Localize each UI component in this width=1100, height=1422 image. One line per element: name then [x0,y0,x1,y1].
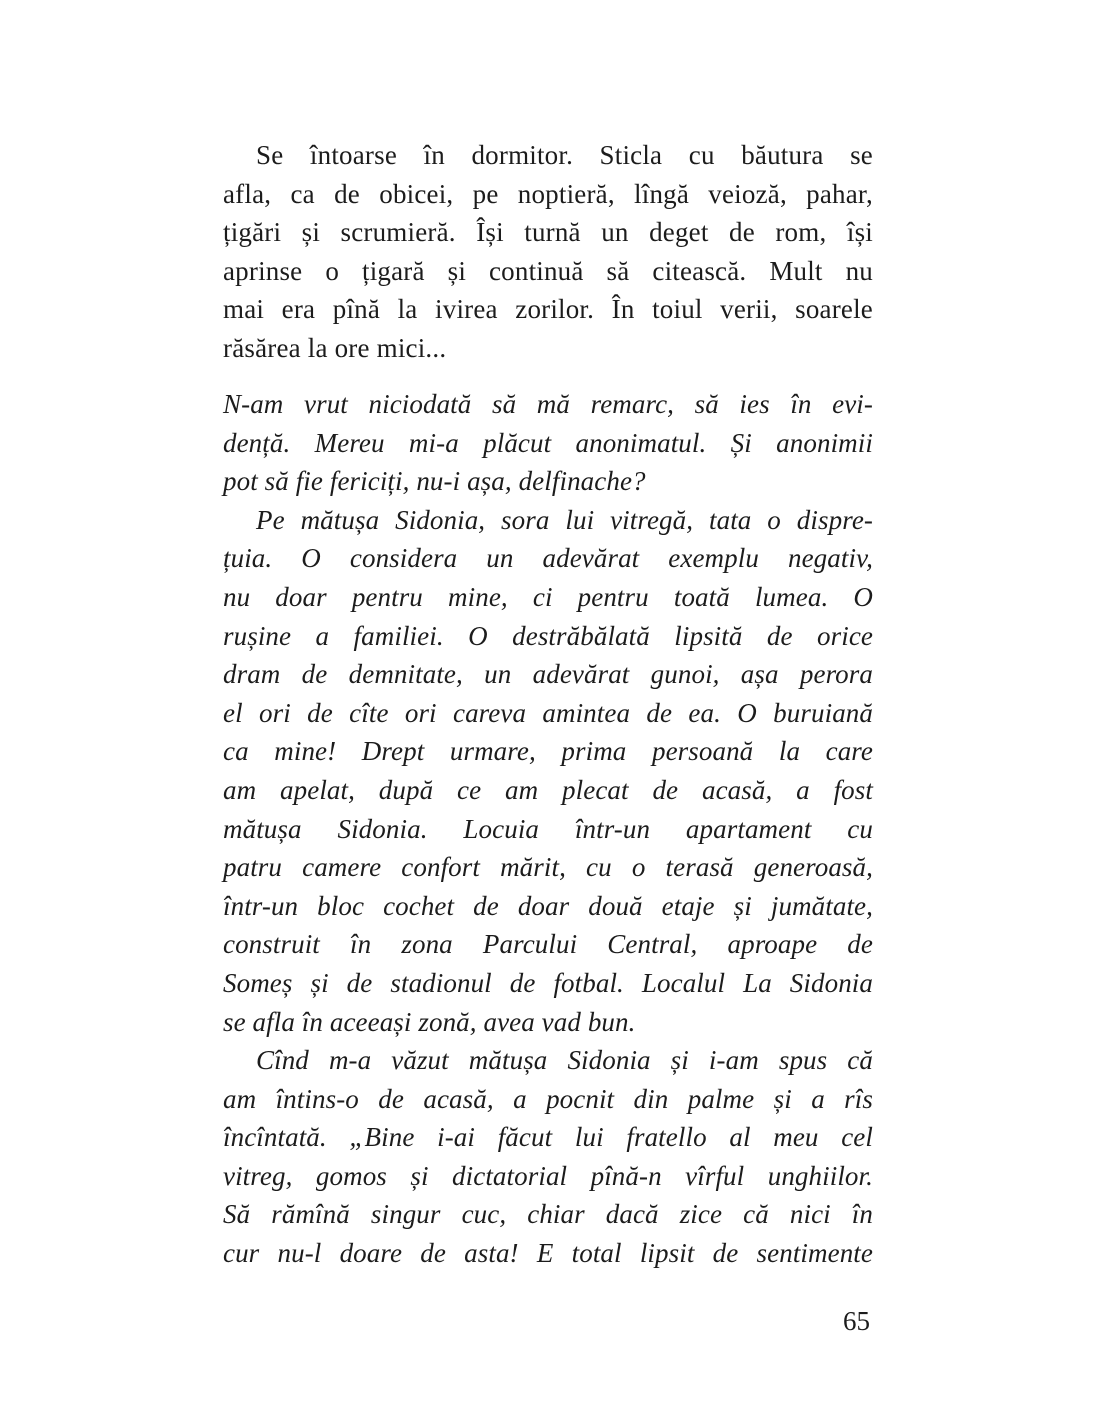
text-line: aprinse o țigară și continuă să citească. Mult nu [223,255,873,286]
text-line: Cînd m-a văzut mătușa Sidonia și i-am spus că [256,1045,873,1076]
text-line: dență. Mereu mi-a plăcut anonimatul. Și anonimii [223,427,873,458]
text-line: el ori de cîte ori careva amintea de ea. O buruiană [223,697,873,728]
text-line: țigări și scrumieră. Își turnă un deget de rom, își [223,217,873,248]
text-line: dram de demnitate, un adevărat gunoi, așa perora [223,659,873,690]
text-line: încîntată. „Bine i-ai făcut lui fratello al meu cel [223,1122,873,1153]
text-line: N-am vrut niciodată să mă remarc, să ies în evi- [223,389,873,419]
italic-section [223,385,873,1273]
text-line: mai era pînă la ivirea zorilor. În toiul verii, soarele [223,294,873,325]
page-number: 65 [843,1306,870,1336]
text-line: se afla în aceeași zonă, avea vad bun. [223,1006,636,1037]
text-line: vitreg, gomos și dictatorial pînă-n vîrful unghiilor. [223,1160,873,1191]
text-line: într-un bloc cochet de doar două etaje și jumătate, [223,890,873,921]
text-line: Să rămînă singur cuc, chiar dacă zice că nici în [223,1199,873,1230]
text-line: am întins-o de acasă, a pocnit din palme și a rîs [223,1083,873,1114]
text-line: țuia. O considera un adevărat exemplu negativ, [223,543,873,574]
text-line: cur nu-l doare de asta! E total lipsit de sentimente [223,1238,873,1269]
text-line: răsărea la ore mici... [223,332,447,363]
text-line: construit în zona Parcului Central, aproape de [223,929,873,960]
paragraph-roman [223,136,873,368]
text-line: Someș și de stadionul de fotbal. Localul La Sidonia [223,967,873,998]
text-line: nu doar pentru mine, ci pentru toată lumea. O [223,581,873,612]
text-line: am apelat, după ce am plecat de acasă, a fost [223,774,873,805]
text-line: ca mine! Drept urmare, prima persoană la care [223,736,873,767]
text-line: mătușa Sidonia. Locuia într-un apartament cu [223,813,873,844]
text-line: patru camere confort mărit, cu o terasă generoasă, [223,852,873,883]
text-line: rușine a familiei. O destrăbălată lipsită de orice [223,620,873,651]
text-line: afla, ca de obicei, pe noptieră, lîngă veioză, pahar, [223,178,873,209]
text-line: Se întoarse în dormitor. Sticla cu băutura se [256,140,873,170]
text-line: Pe mătușa Sidonia, sora lui vitregă, tata o dispre- [256,504,873,535]
text-line: pot să fie fericiți, nu-i așa, delfinache? [223,466,646,497]
